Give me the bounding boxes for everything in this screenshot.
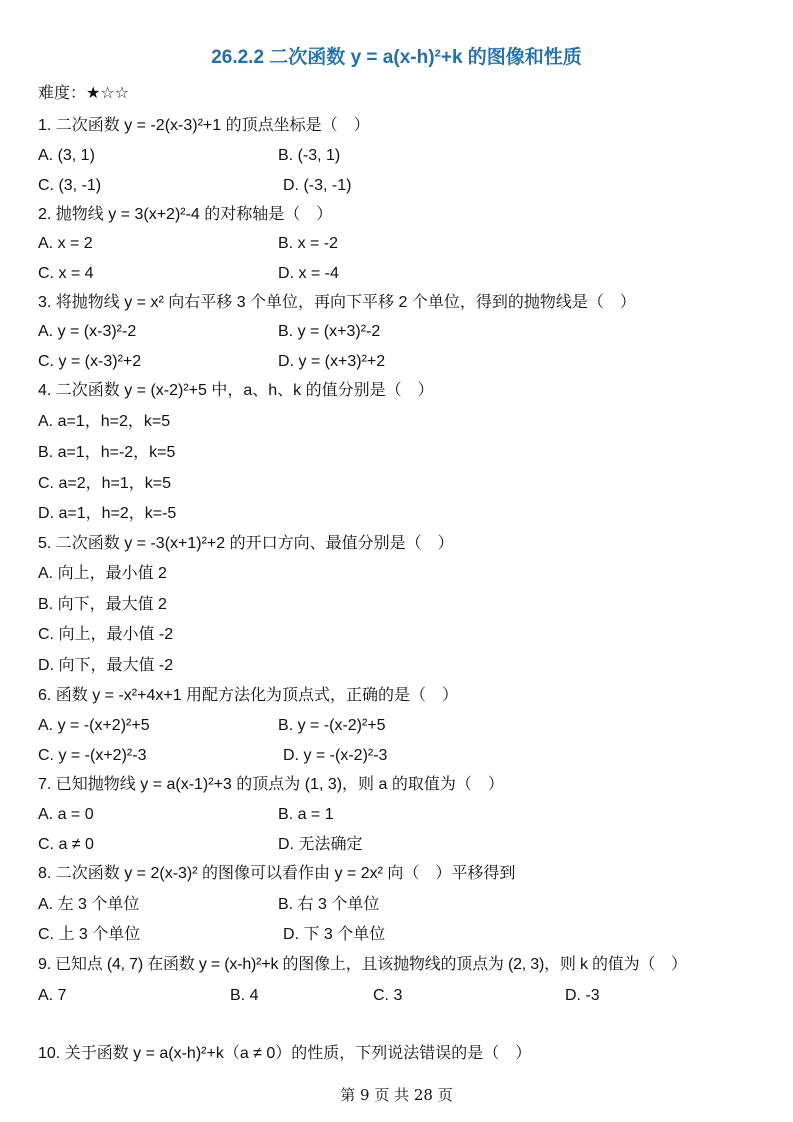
question-6-option-c: C. y = -(x+2)²-3	[38, 747, 147, 764]
question-9-option-d: D. -3	[565, 987, 600, 1004]
question-7-option-d: D. 无法确定	[278, 836, 363, 853]
question-1-option-c: C. (3, -1)	[38, 177, 102, 194]
question-6-option-d: D. y = -(x-2)²-3	[283, 747, 388, 764]
question-1-stem: 1. 二次函数 y = -2(x-3)²+1 的顶点坐标是（ ）	[38, 117, 370, 134]
question-1-option-b: B. (-3, 1)	[278, 147, 341, 164]
question-5-stem: 5. 二次函数 y = -3(x+1)²+2 的开口方向、最值分别是（ ）	[38, 535, 454, 552]
question-9-stem: 9. 已知点 (4, 7) 在函数 y = (x-h)²+k 的图像上，且该抛物线的顶点为 (2, 3)，则 k 的值为（ ）	[38, 956, 687, 973]
question-5-option-b: B. 向下，最大值 2	[38, 596, 167, 613]
question-4-option-a: A. a=1，h=2，k=5	[38, 413, 171, 430]
question-2-option-d: D. x = -4	[278, 265, 339, 282]
question-5-option-d: D. 向下，最大值 -2	[38, 657, 174, 674]
question-3-option-c: C. y = (x-3)²+2	[38, 353, 142, 370]
question-8-stem: 8. 二次函数 y = 2(x-3)² 的图像可以看作由 y = 2x² 向（ ）平移得到	[38, 865, 516, 882]
question-10-stem: 10. 关于函数 y = a(x-h)²+k（a ≠ 0）的性质，下列说法错误的是（ ）	[38, 1045, 532, 1062]
question-3-stem: 3. 将抛物线 y = x² 向右平移 3 个单位，再向下平移 2 个单位，得到的抛物线是（ ）	[38, 294, 636, 311]
question-2-option-b: B. x = -2	[278, 235, 339, 252]
question-3-option-d: D. y = (x+3)²+2	[278, 353, 386, 370]
question-8-option-b: B. 右 3 个单位	[278, 896, 380, 913]
question-5-option-a: A. 向上，最小值 2	[38, 565, 167, 582]
question-8-option-d: D. 下 3 个单位	[283, 926, 386, 943]
question-4-option-b: B. a=1，h=-2，k=5	[38, 444, 176, 461]
question-6-option-b: B. y = -(x-2)²+5	[278, 717, 386, 734]
question-9-option-c: C. 3	[373, 987, 403, 1004]
question-1-option-d: D. (-3, -1)	[283, 177, 352, 194]
question-1-option-a: A. (3, 1)	[38, 147, 95, 164]
question-4-option-c: C. a=2，h=1，k=5	[38, 475, 171, 492]
question-8-option-c: C. 上 3 个单位	[38, 926, 141, 943]
question-3-option-a: A. y = (x-3)²-2	[38, 323, 137, 340]
question-9-option-b: B. 4	[230, 987, 259, 1004]
question-4-stem: 4. 二次函数 y = (x-2)²+5 中，a、h、k 的值分别是（ ）	[38, 382, 434, 399]
question-2-stem: 2. 抛物线 y = 3(x+2)²-4 的对称轴是（ ）	[38, 206, 333, 223]
page-title: 26.2.2 二次函数 y = a(x-h)²+k 的图像和性质	[211, 47, 582, 68]
question-9-option-a: A. 7	[38, 987, 67, 1004]
difficulty-rating: 难度：★☆☆	[38, 85, 130, 102]
question-6-option-a: A. y = -(x+2)²+5	[38, 717, 150, 734]
question-6-stem: 6. 函数 y = -x²+4x+1 用配方法化为顶点式，正确的是（ ）	[38, 687, 459, 704]
page-number-footer: 第 9 页 共 28 页	[340, 1086, 453, 1104]
question-2-option-a: A. x = 2	[38, 235, 93, 252]
question-5-option-c: C. 向上，最小值 -2	[38, 626, 174, 643]
question-2-option-c: C. x = 4	[38, 265, 94, 282]
question-7-option-a: A. a = 0	[38, 806, 94, 823]
question-7-option-b: B. a = 1	[278, 806, 334, 823]
question-7-option-c: C. a ≠ 0	[38, 836, 94, 853]
question-3-option-b: B. y = (x+3)²-2	[278, 323, 381, 340]
question-7-stem: 7. 已知抛物线 y = a(x-1)²+3 的顶点为 (1, 3)，则 a 的取值为（ ）	[38, 776, 504, 793]
question-8-option-a: A. 左 3 个单位	[38, 896, 140, 913]
question-4-option-d: D. a=1，h=2，k=-5	[38, 505, 177, 522]
